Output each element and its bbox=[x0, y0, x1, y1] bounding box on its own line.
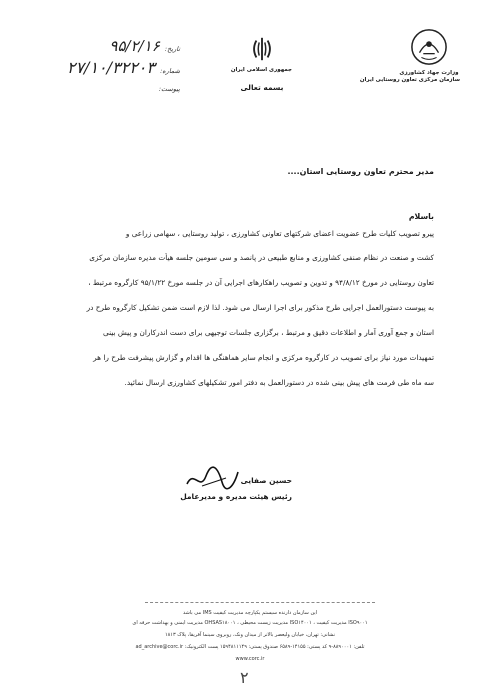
body-line: تعاون روستایی در مورخ ۹۴/۸/۱۲ و تدوین و تصویب راهکارهای اجرایی آن در جلسه مورخ ۹۵/۱/۲۲ کارگروه مرتبط ، bbox=[88, 278, 434, 287]
attachment-row bbox=[159, 76, 180, 95]
iran-emblem-caption: جمهوری اسلامی ایران bbox=[230, 67, 292, 73]
body-line: کشت و صنعت در نظام صنفی کشاورزی و منابع طبیعی در پانصد و سی سومین جلسه هیأت مدیره سازمان مرکزی bbox=[89, 253, 434, 262]
footer-iso-line: ISO۹۰۰۱ مدیریت کیفیت ، ISO۱۴۰۰۱ مدیریت زیست محیطی ، OHSAS۱۸۰۰۱ مدیریت ایمنی و بهداشت حرفه ای bbox=[132, 620, 368, 626]
handwritten-signature bbox=[182, 464, 242, 494]
iran-coat-of-arms-icon bbox=[248, 35, 276, 63]
ministry-caption-2: سازمان مرکزی تعاون روستایی ایران bbox=[359, 77, 460, 83]
ministry-emblem bbox=[359, 28, 460, 100]
jihad-agriculture-logo bbox=[410, 28, 448, 66]
date-label: تاریخ: bbox=[164, 45, 180, 53]
ministry-caption-1: وزارت جهاد کشاورزی bbox=[399, 70, 459, 76]
body-line: سه ماه طی فرمت های پیش بینی شده در دستورالعمل به دفتر امور تشکیلهای کشاورزی ارسال نمائید. bbox=[124, 378, 434, 387]
number-value: ۲۷/۱۰/۳۲۲۰۳ bbox=[66, 58, 155, 77]
footer-divider bbox=[145, 602, 375, 603]
number-label: شماره: bbox=[160, 67, 180, 75]
page-mark: ۲ bbox=[240, 668, 249, 687]
signature-block bbox=[152, 476, 292, 526]
attachment-label: پیوست: bbox=[158, 85, 180, 93]
iran-emblem bbox=[232, 35, 292, 110]
bismillah-heading: بسمه تعالی bbox=[240, 83, 284, 92]
body-line: استان و جمع آوری آمار و اطلاعات دقیق و مرتبط ، برگزاری جلسات توجیهی برای دست اندرکاران و پیش بینی bbox=[103, 328, 434, 337]
body-line: تمهیدات مورد نیاز برای تصویب در کارگروه مرکزی و انجام سایر هماهنگی ها اقدام و گزارش پیشرفت طرح را هر bbox=[93, 353, 434, 362]
recipient-line: مدیر محترم تعاون روستایی استان.... bbox=[287, 167, 434, 176]
footer-contact: تلفن: ۸۸۹۰۰۰۱-۹ کد پستی: ۱۴۱۵۵-۶۵۸۹ صندوق پستی: ۱۵۹۴۸۱۱۱۴۹ پست الکترونیک: ad_archive@corc.ir bbox=[135, 644, 365, 650]
date-row bbox=[109, 36, 180, 55]
signer-title: رئیس هیئت مدیره و مدیرعامل bbox=[180, 492, 292, 501]
footer-website: www.corc.ir bbox=[235, 656, 265, 662]
footer-ims-note: این سازمان دارنده سیستم یکپارچه مدیریت کیفیت IMS می باشد bbox=[182, 610, 318, 616]
signer-name: حسین صفایی bbox=[240, 476, 292, 485]
body-line: به پیوست دستورالعمل اجرایی طرح مذکور برای اجرا ارسال می شود. لذا لازم است ضمن تشکیل کارگروه طرح در bbox=[86, 303, 434, 312]
letter-meta bbox=[40, 36, 180, 93]
number-row bbox=[67, 58, 180, 77]
salutation: باسلام bbox=[408, 212, 434, 221]
footer-address: نشانی: تهران، خیابان ولیعصر بالاتر از میدان ونک، روبروی سینما آفریقا، پلاک ۱۸۱۳ bbox=[164, 632, 336, 638]
body-line: پیرو تصویب کلیات طرح عضویت اعضای شرکتهای تعاونی کشاورزی ، تولید روستایی ، سهامی زراعی و bbox=[125, 229, 434, 238]
date-value: ۹۵/۲/۱۶ bbox=[109, 37, 160, 55]
